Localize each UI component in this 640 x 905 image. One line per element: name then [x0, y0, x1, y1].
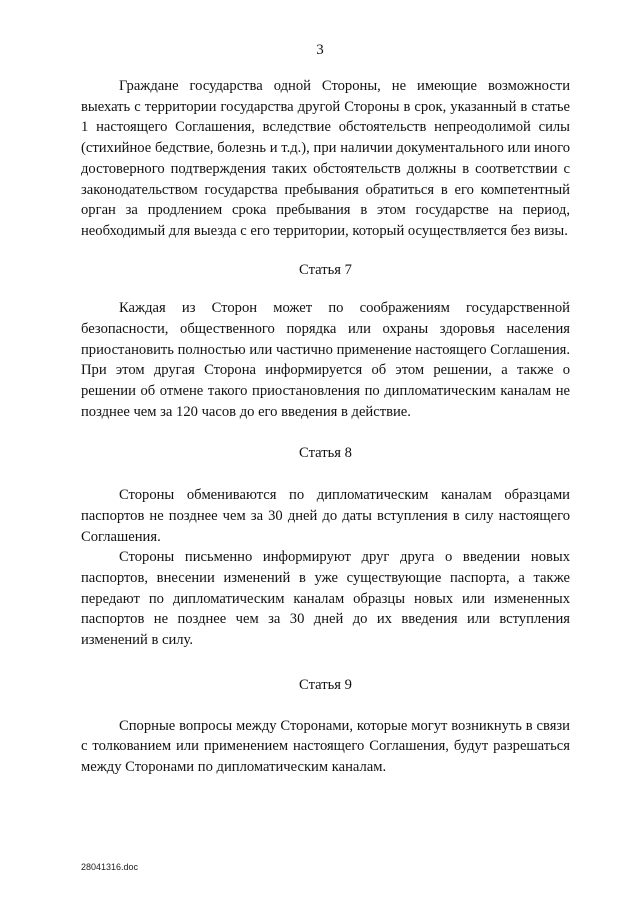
document-body	[81, 76, 570, 778]
paragraph-disputes: Спорные вопросы между Сторонами, которые могут возникнуть в связи с толкованием или применением настоящего Соглашения, будут разрешаться между Сторонами по дипломатическим каналам.	[81, 717, 570, 775]
heading-article-9: Статья 9	[299, 676, 352, 693]
page-number: 3	[316, 42, 324, 58]
paragraph-exit-extension: Граждане государства одной Стороны, не имеющие возможности выехать с территории государства другой Стороны в срок, указанный в статье 1 настоящего Соглашения, вследствие обстоятельств непреодолимой силы (стихийное бедствие, болезнь и т.д.), при наличии документального или иного достоверного подтверждения таких обстоятельств должны в соответствии с законодательством государства пребывания обратиться в его компетентный орган за продлением срока пребывания в этом государстве на период, необходимый для выезда с его территории, который осуществляется без визы.	[81, 78, 570, 239]
heading-article-8: Статья 8	[299, 444, 352, 461]
heading-article-7: Статья 7	[299, 261, 352, 278]
paragraph-suspension: Каждая из Сторон может по соображениям государственной безопасности, общественного порядка или охраны здоровья населения приостановить полностью или частично применение настоящего Соглашения. При этом другая Сторона информируется об этом решении, а также о решении об отмене такого приостановления по дипломатическим каналам не позднее чем за 120 часов до его введения в действие.	[81, 300, 570, 420]
paragraph-passport-samples: Стороны обмениваются по дипломатическим каналам образцами паспортов не позднее чем за 30 дней до даты вступления в силу настоящего Соглашения.	[81, 487, 570, 545]
footer-filename: 28041316.doc	[81, 862, 139, 872]
paragraph-new-passports: Стороны письменно информируют друг друга о введении новых паспортов, внесении изменений в уже существующие паспорта, а также передают по дипломатическим каналам образцы новых или измененных паспортов не позднее чем за 30 дней до их введения или вступления изменений в силу.	[81, 549, 570, 649]
